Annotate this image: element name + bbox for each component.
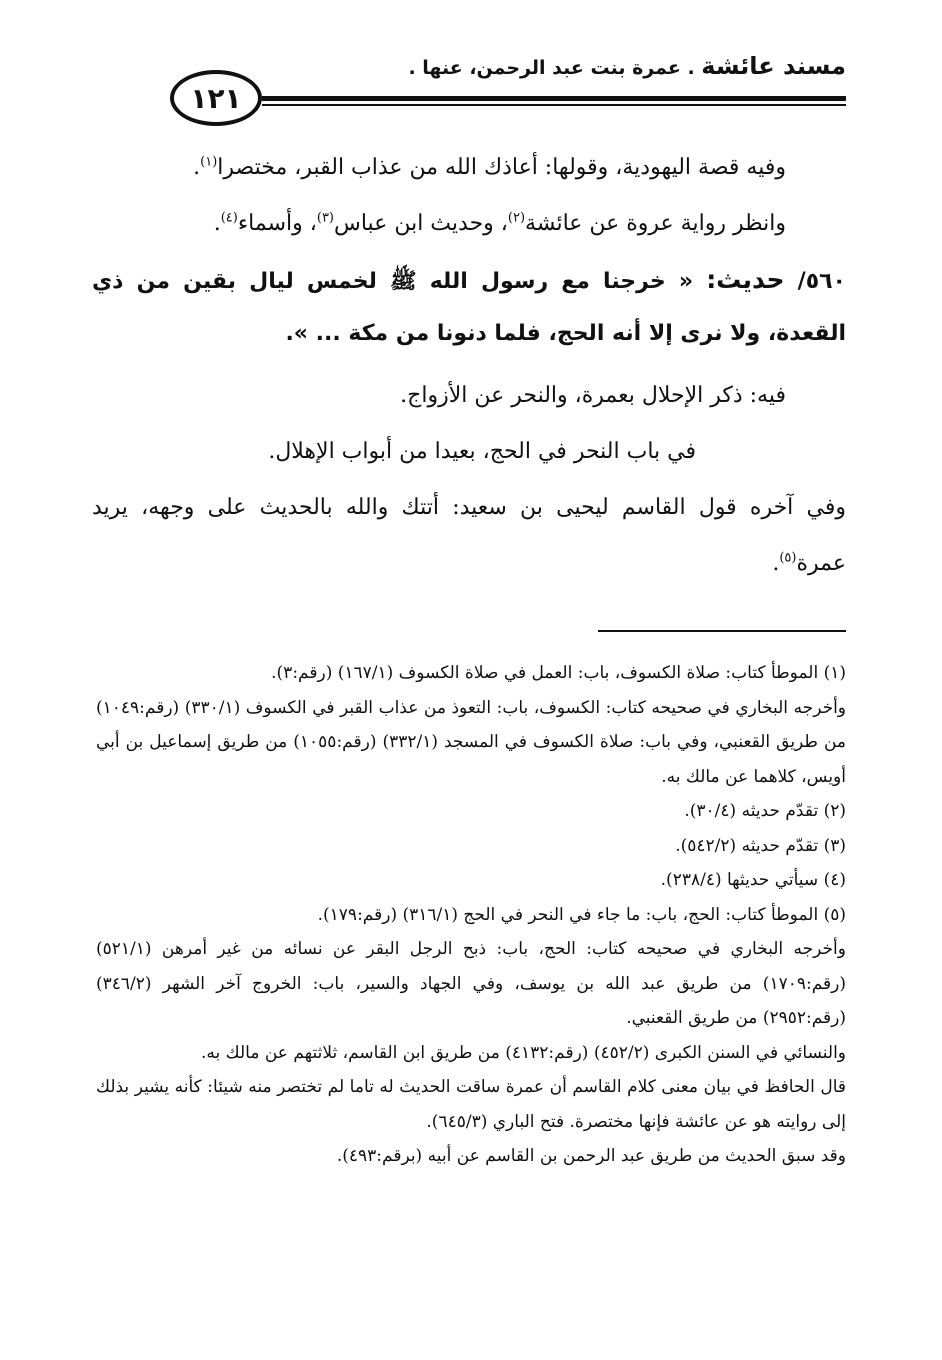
footnote-5-continued: وقد سبق الحديث من طريق عبد الرحمن بن القاسم عن أبيه (برقم:٤٩٣).	[336, 1146, 846, 1166]
hadith-heading	[92, 254, 846, 360]
footnote-3: (٣) تقدّم حديثه (٥٤٢/٢).	[675, 835, 846, 856]
book-title: مسند عائشة	[701, 52, 846, 80]
hadith-number: ٥٦٠/	[797, 269, 846, 294]
footnote-5: (٥) الموطأ كتاب: الحج، باب: ما جاء في النحر في الحج (٣١٦/١) (رقم:١٧٩).	[317, 904, 846, 925]
footnote-ref: (١)	[200, 154, 218, 170]
footnote-ref: (٥)	[779, 550, 797, 566]
footnote-5-continued: وأخرجه البخاري في صحيحه كتاب: الحج، باب: ذبح الرجل البقر عن نسائه من غير أمرهن (٥٢١/١) (رقم:١٧٠٩) من طريق عبد الله بن يوسف، وفي الجهاد والسير، باب: الخروج آخر الشهر (٣٤٦/٢) (رقم:٢٩٥٢) من طريق القعنبي.	[96, 939, 846, 1028]
running-header	[408, 52, 846, 80]
paragraph: في باب النحر في الحج، بعيدا من أبواب الإهلال.	[268, 439, 696, 464]
footnote-separator	[598, 630, 846, 632]
hadith-text: « خرجنا مع رسول الله ﷺ لخمس ليال بقين من ذي القعدة، ولا نرى إلا أنه الحج، فلما دنونا من مكة ... ».	[92, 269, 846, 346]
footnote-ref: (٤)	[220, 210, 238, 226]
footnote-1-continued: وأخرجه البخاري في صحيحه كتاب: الكسوف، باب: التعوذ من عذاب القبر في الكسوف (٣٣٠/١) (رقم:١٠٤٩) من طريق القعنبي، وفي باب: صلاة الكسوف في المسجد (٣٣٢/١) (رقم:١٠٥٥) من طريق إسماعيل بن أبي أويس، كلاهما عن مالك به.	[96, 697, 847, 787]
footnotes	[96, 656, 846, 1174]
paragraph-text: ، وحديث ابن عباس	[334, 211, 508, 236]
page-number: ١٢١	[170, 70, 262, 126]
paragraph-text: ، وأسماء	[237, 211, 317, 236]
footnote-5-continued: والنسائي في السنن الكبرى (٤٥٢/٢) (رقم:٤١٣٢) من طريق ابن القاسم، ثلاثتهم عن مالك به.	[201, 1042, 846, 1063]
paragraph	[92, 140, 846, 196]
footnote-ref: (٢)	[507, 210, 526, 226]
hadith-keyword: حديث:	[706, 265, 785, 294]
main-text	[92, 140, 846, 592]
punctuation: .	[213, 211, 221, 236]
footnote-2: (٢) تقدّم حديثه (٣٠/٤).	[684, 801, 846, 821]
footnote-5-continued: قال الحافظ في بيان معنى كلام القاسم أن عمرة ساقت الحديث له تاما لم تختصر منه شيئا: كأنه يشير بذلك إلى روايته هو عن عائشة فإنها مختصرة. فتح الباري (٦٤٥/٣).	[96, 1077, 846, 1132]
paragraph-text: وفيه قصة اليهودية، وقولها: أعاذك الله من عذاب القبر، مختصرا	[217, 155, 786, 180]
paragraph-text: وانظر رواية عروة عن عائشة	[525, 211, 786, 236]
paragraph	[92, 196, 846, 252]
paragraph-text: وفي آخره قول القاسم ليحيى بن سعيد: أتتك والله بالحديث على وجهه، يريد عمرة	[92, 495, 846, 576]
header-rule-thin	[262, 104, 846, 106]
footnote-ref: (٣)	[316, 210, 334, 226]
paragraph: فيه: ذكر الإحلال بعمرة، والنحر عن الأزواج.	[400, 383, 786, 408]
paragraph	[92, 480, 846, 592]
punctuation: .	[193, 155, 201, 180]
header-subtitle: . عمرة بنت عبد الرحمن، عنها .	[408, 57, 695, 79]
footnote-1: (١) الموطأ كتاب: صلاة الكسوف، باب: العمل في صلاة الكسوف (١٦٧/١) (رقم:٣).	[271, 663, 846, 683]
footnote-4: (٤) سيأتي حديثها (٢٣٨/٤).	[660, 870, 846, 890]
punctuation: .	[772, 551, 780, 576]
header-rule	[262, 96, 846, 101]
